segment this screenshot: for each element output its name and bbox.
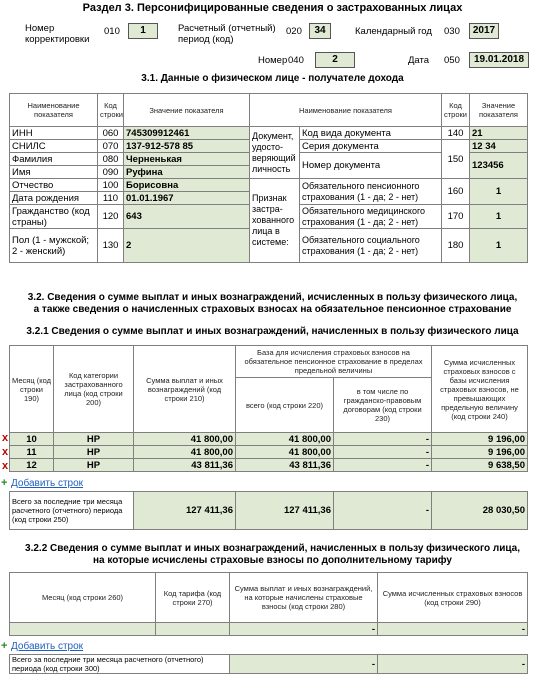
- date-label: Дата: [408, 55, 430, 66]
- remove-row-icon[interactable]: x: [2, 432, 9, 444]
- oms-value[interactable]: 1: [470, 205, 528, 229]
- category-cell[interactable]: НР: [54, 459, 134, 472]
- s321-title: 3.2.1 Сведения о сумме выплат и иных вознаграждений, начисленных в пользу физического лица: [26, 326, 519, 337]
- base-total-cell[interactable]: 41 800,00: [236, 433, 334, 446]
- contrib-cell[interactable]: 9 196,00: [432, 446, 528, 459]
- total-contrib: 28 030,50: [432, 492, 528, 530]
- sum-cell[interactable]: -: [230, 623, 378, 636]
- ins-row-label: Обязательного пенсионного страхования (1 - да; 2 - нет): [300, 179, 442, 205]
- row-code: 080: [98, 153, 124, 166]
- total-contrib: -: [378, 655, 528, 674]
- row-label: Фамилия: [10, 153, 98, 166]
- h-name2: Наименование показателя: [250, 94, 442, 127]
- row-code: 130: [98, 229, 124, 263]
- birthdate-value[interactable]: 01.01.1967: [124, 192, 250, 205]
- payments-total-table: [9, 491, 528, 530]
- month-cell[interactable]: 12: [10, 459, 54, 472]
- contrib-cell[interactable]: 9 196,00: [432, 433, 528, 446]
- date-code: 050: [444, 55, 460, 66]
- plus-icon: +: [1, 477, 8, 489]
- h-tariff: Код тарифа (код строки 270): [156, 573, 230, 623]
- h-contrib: Сумма исчисленных страховых взносов (код строки 290): [378, 573, 528, 623]
- extra-tariff-table: [9, 572, 528, 636]
- add-row-link[interactable]: Добавить строк: [11, 641, 84, 652]
- section-title: Раздел 3. Персонифицированные сведения о застрахованных лицах: [82, 2, 463, 14]
- ins-row-label: Обязательного социального страхования (1 - да; 2 - нет): [300, 229, 442, 263]
- sum-cell[interactable]: 41 800,00: [134, 433, 236, 446]
- ins-row-code: 160: [442, 179, 470, 205]
- h-contrib: Сумма исчисленных страховых взносов с базы исчисления страховых взносов, не превышающих предельную величину (код строки 240): [432, 346, 528, 433]
- h-month: Месяц (код строки 260): [10, 573, 156, 623]
- firstname-value[interactable]: Руфина: [124, 166, 250, 179]
- h-name: Наименование показателя: [10, 94, 98, 127]
- s322-title: 3.2.2 Сведения о сумме выплат и иных вознаграждений, начисленных в пользу физического лица, на которые исчислены страховые взносы по дополнительному тарифу: [25, 543, 520, 566]
- row-label: Гражданство (код страны): [10, 205, 98, 229]
- h-base-total: всего (код строки 220): [236, 378, 334, 433]
- ops-value[interactable]: 1: [470, 179, 528, 205]
- ins-row-code: 180: [442, 229, 470, 263]
- ins-group-label: Признак застра-хованного лица в системе:: [250, 179, 300, 263]
- month-cell[interactable]: 10: [10, 433, 54, 446]
- doc-row-code: 150: [442, 140, 470, 179]
- year-code: 030: [444, 26, 460, 37]
- corr-code: 010: [104, 26, 120, 37]
- row-label: Пол (1 - мужской; 2 - женский): [10, 229, 98, 263]
- row-code: 120: [98, 205, 124, 229]
- remove-row-icon[interactable]: x: [2, 460, 9, 472]
- ins-row-label: Обязательного медицинского страхования (1 - да; 2 - нет): [300, 205, 442, 229]
- doc-type-value[interactable]: 21: [470, 127, 528, 140]
- remove-row-icon[interactable]: x: [2, 446, 9, 458]
- sum-cell[interactable]: 43 811,36: [134, 459, 236, 472]
- row-code: 110: [98, 192, 124, 205]
- extra-total-table: [9, 654, 528, 674]
- doc-number-value[interactable]: 123456: [470, 153, 528, 179]
- doc-row-label: Номер документа: [300, 153, 442, 179]
- period-code: 020: [286, 26, 302, 37]
- total-base: 127 411,36: [236, 492, 334, 530]
- doc-group-label: Документ, удосто-веряющий личность: [250, 127, 300, 179]
- contrib-cell[interactable]: 9 638,50: [432, 459, 528, 472]
- month-cell[interactable]: 11: [10, 446, 54, 459]
- base-gpd-cell[interactable]: -: [334, 446, 432, 459]
- num-label: Номер: [258, 55, 288, 66]
- tariff-cell[interactable]: [156, 623, 230, 636]
- h-code: Код строки: [98, 94, 124, 127]
- h-month: Месяц (код строки 190): [10, 346, 54, 433]
- row-label: ИНН: [10, 127, 98, 140]
- total-label: Всего за последние три месяца расчетного (отчетного) периода (код строки 250): [10, 492, 134, 530]
- corr-value[interactable]: 1: [128, 23, 158, 39]
- h-value2: Значение показателя: [470, 94, 528, 127]
- h-sum: Сумма выплат и иных вознаграждений, на которые начислены страховые взносы (код строки 280): [230, 573, 378, 623]
- row-code: 090: [98, 166, 124, 179]
- corr-label: Номер корректировки: [25, 23, 90, 45]
- h-base-gpd: в том числе по гражданско-правовым договорам (код строки 230): [334, 378, 432, 433]
- period-value[interactable]: 34: [309, 23, 331, 39]
- base-gpd-cell[interactable]: -: [334, 433, 432, 446]
- s32-title: 3.2. Сведения о сумме выплат и иных вознаграждений, исчисленных в пользу физического лица, а также сведения о начисленных страховых взносах на обязательное пенсионное страхование: [27, 292, 518, 315]
- contrib-cell[interactable]: -: [378, 623, 528, 636]
- doc-row-label: Код вида документа: [300, 127, 442, 140]
- total-sum: 127 411,36: [134, 492, 236, 530]
- month-cell[interactable]: [10, 623, 156, 636]
- person-table: [9, 93, 528, 263]
- h-sum: Сумма выплат и иных вознаграждений (код строки 210): [134, 346, 236, 433]
- h-value: Значение показателя: [124, 94, 250, 127]
- category-cell[interactable]: НР: [54, 446, 134, 459]
- doc-row-label: Серия документа: [300, 140, 442, 153]
- doc-series-value[interactable]: 12 34: [470, 140, 528, 153]
- total-sum: -: [230, 655, 378, 674]
- category-cell[interactable]: НР: [54, 433, 134, 446]
- period-label: Расчетный (отчетный) период (код): [178, 23, 276, 45]
- base-total-cell[interactable]: 41 800,00: [236, 446, 334, 459]
- row-code: 100: [98, 179, 124, 192]
- date-value[interactable]: 19.01.2018: [469, 52, 529, 68]
- total-gpd: -: [334, 492, 432, 530]
- payments-table: [9, 345, 528, 472]
- snils-value[interactable]: 137-912-578 85: [124, 140, 250, 153]
- inn-value[interactable]: 745309912461: [124, 127, 250, 140]
- lastname-value[interactable]: Черненькая: [124, 153, 250, 166]
- sum-cell[interactable]: 41 800,00: [134, 446, 236, 459]
- h-category: Код категории застрахованного лица (код строки 200): [54, 346, 134, 433]
- num-value[interactable]: 2: [315, 52, 355, 68]
- total-label: Всего за последние три месяца расчетного (отчетного) периода (код строки 300): [10, 655, 230, 674]
- base-total-cell[interactable]: 43 811,36: [236, 459, 334, 472]
- num-code: 040: [288, 55, 304, 66]
- year-value[interactable]: 2017: [469, 23, 499, 39]
- sex-value[interactable]: 2: [124, 229, 250, 263]
- row-label: СНИЛС: [10, 140, 98, 153]
- ins-row-code: 170: [442, 205, 470, 229]
- row-label: Отчество: [10, 179, 98, 192]
- row-label: Имя: [10, 166, 98, 179]
- h-base: База для исчисления страховых взносов на обязательное пенсионное страхование в пределах предельной величины: [236, 346, 432, 378]
- row-code: 070: [98, 140, 124, 153]
- plus-icon: +: [1, 640, 8, 652]
- base-gpd-cell[interactable]: -: [334, 459, 432, 472]
- s31-title: 3.1. Данные о физическом лице - получателе дохода: [141, 73, 404, 84]
- row-label: Дата рождения: [10, 192, 98, 205]
- oss-value[interactable]: 1: [470, 229, 528, 263]
- doc-row-code: 140: [442, 127, 470, 140]
- year-label: Календарный год: [355, 26, 432, 37]
- patronymic-value[interactable]: Борисовна: [124, 179, 250, 192]
- add-row-link[interactable]: Добавить строк: [11, 478, 84, 489]
- row-code: 060: [98, 127, 124, 140]
- citizenship-value[interactable]: 643: [124, 205, 250, 229]
- h-code2: Код строки: [442, 94, 470, 127]
